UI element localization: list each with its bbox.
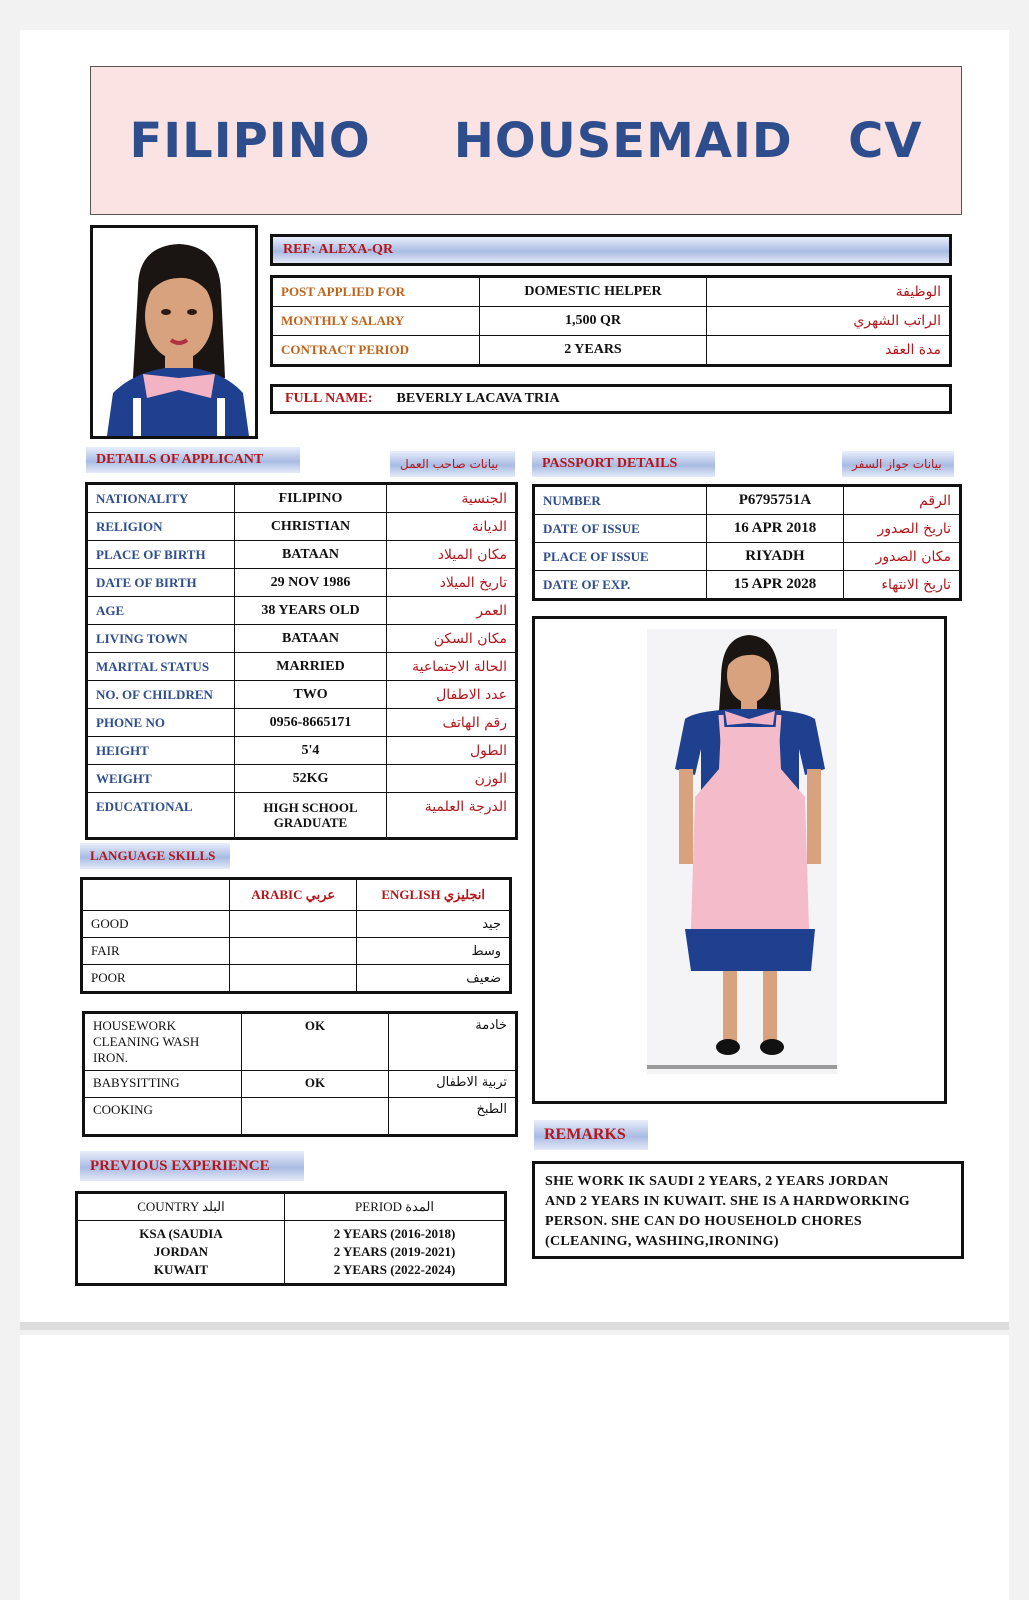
- passport-table: [532, 484, 962, 601]
- details-heading-arabic: [390, 451, 515, 477]
- detail-arabic: الطول: [387, 737, 517, 765]
- contract-arabic: مدة العقد: [707, 336, 951, 366]
- country-header: COUNTRY البلد: [77, 1193, 285, 1221]
- detail-value: HIGH SCHOOL GRADUATE: [235, 793, 387, 839]
- passport-value: RIYADH: [707, 543, 844, 571]
- passport-arabic: الرقم: [844, 486, 961, 515]
- table-row: [82, 879, 511, 911]
- detail-value: BATAAN: [235, 625, 387, 653]
- post-label: POST APPLIED FOR: [272, 277, 480, 307]
- ref-bar: [270, 234, 952, 266]
- period-header: PERIOD المدة: [285, 1193, 506, 1221]
- remarks-heading-text: REMARKS: [544, 1126, 626, 1143]
- details-heading-text: DETAILS OF APPLICANT: [96, 452, 264, 467]
- detail-value: 0956-8665171: [235, 709, 387, 737]
- period-item: 2 YEARS (2022-2024): [333, 1262, 456, 1277]
- passport-arabic: تاريخ الصدور: [844, 515, 961, 543]
- table-row: [87, 793, 517, 839]
- experience-heading: [80, 1151, 304, 1181]
- table-row: [82, 965, 511, 993]
- details-heading: [86, 447, 300, 473]
- language-table: [80, 877, 512, 994]
- passport-label: DATE OF EXP.: [534, 571, 707, 600]
- salary-label: MONTHLY SALARY: [272, 307, 480, 336]
- detail-label: WEIGHT: [87, 765, 235, 793]
- level-arabic: ضعيف: [357, 965, 511, 993]
- passport-label: NUMBER: [534, 486, 707, 515]
- remarks-line: (CLEANING, WASHING,IRONING): [545, 1234, 779, 1249]
- detail-label: MARITAL STATUS: [87, 653, 235, 681]
- detail-arabic: الجنسية: [387, 484, 517, 513]
- detail-label: PHONE NO: [87, 709, 235, 737]
- skill-arabic: الطبخ: [389, 1098, 517, 1136]
- detail-arabic: مكان السكن: [387, 625, 517, 653]
- full-name-value: BEVERLY LACAVA TRIA: [396, 391, 560, 406]
- detail-arabic: الوزن: [387, 765, 517, 793]
- level-label: POOR: [82, 965, 230, 993]
- detail-value: 38 YEARS OLD: [235, 597, 387, 625]
- level-arabic: جيد: [357, 911, 511, 938]
- level-label: GOOD: [82, 911, 230, 938]
- detail-value: 52KG: [235, 765, 387, 793]
- table-row: [534, 543, 961, 571]
- table-row: [87, 541, 517, 569]
- remarks-box: [532, 1161, 964, 1259]
- detail-label: HEIGHT: [87, 737, 235, 765]
- table-row: [84, 1013, 517, 1071]
- post-table: [270, 275, 952, 367]
- detail-label: NO. OF CHILDREN: [87, 681, 235, 709]
- language-blank-header: [82, 879, 230, 911]
- contract-label: CONTRACT PERIOD: [272, 336, 480, 366]
- arabic-good-cell: [230, 911, 357, 938]
- full-name-box: [270, 384, 952, 414]
- country-item: KUWAIT: [153, 1262, 209, 1277]
- passport-heading-arabic-text: بيانات جواز السفر: [852, 457, 942, 471]
- table-row: [84, 1071, 517, 1098]
- salary-value: 1,500 QR: [480, 307, 707, 336]
- detail-arabic: العمر: [387, 597, 517, 625]
- language-heading-text: LANGUAGE SKILLS: [90, 848, 216, 863]
- remarks-line: SHE WORK IK SAUDI 2 YEARS, 2 YEARS JORDAN: [545, 1174, 889, 1189]
- table-row: [77, 1193, 506, 1221]
- periods-cell: [285, 1221, 506, 1285]
- detail-value: BATAAN: [235, 541, 387, 569]
- table-row: [87, 653, 517, 681]
- level-arabic: وسط: [357, 938, 511, 965]
- salary-arabic: الراتب الشهري: [707, 307, 951, 336]
- level-label: FAIR: [82, 938, 230, 965]
- remarks-heading: [534, 1120, 648, 1150]
- post-row: [272, 277, 951, 307]
- passport-label: DATE OF ISSUE: [534, 515, 707, 543]
- detail-label: RELIGION: [87, 513, 235, 541]
- skill-arabic: خادمة: [389, 1013, 517, 1071]
- arabic-fair-cell: [230, 938, 357, 965]
- passport-value: 16 APR 2018: [707, 515, 844, 543]
- table-row: [84, 1098, 517, 1136]
- detail-value: TWO: [235, 681, 387, 709]
- country-item: KSA (SAUDIA: [139, 1226, 223, 1241]
- full-name-label: FULL NAME:: [285, 391, 373, 406]
- table-row: [87, 709, 517, 737]
- table-row: [534, 486, 961, 515]
- experience-table: [75, 1191, 507, 1286]
- passport-label: PLACE OF ISSUE: [534, 543, 707, 571]
- english-header: ENGLISH انجليزي: [357, 879, 511, 911]
- passport-heading-text: PASSPORT DETAILS: [542, 456, 678, 471]
- applicant-headshot: [90, 225, 258, 439]
- skill-label: HOUSEWORK CLEANING WASH IRON.: [84, 1013, 242, 1071]
- detail-label: LIVING TOWN: [87, 625, 235, 653]
- table-row: [87, 597, 517, 625]
- countries-cell: [77, 1221, 285, 1285]
- experience-heading-text: PREVIOUS EXPERIENCE: [90, 1157, 270, 1174]
- skill-value: [242, 1098, 389, 1136]
- table-row: [87, 681, 517, 709]
- skill-label: COOKING: [84, 1098, 242, 1136]
- remarks-line: AND 2 YEARS IN KUWAIT. SHE IS A HARDWORKING: [545, 1194, 910, 1209]
- detail-label: NATIONALITY: [87, 484, 235, 513]
- skill-value: OK: [242, 1071, 389, 1098]
- table-row: [87, 625, 517, 653]
- detail-arabic: مكان الميلاد: [387, 541, 517, 569]
- table-row: [77, 1221, 506, 1285]
- skill-arabic: تربية الاطفال: [389, 1071, 517, 1098]
- post-arabic: الوظيفة: [707, 277, 951, 307]
- post-value: DOMESTIC HELPER: [480, 277, 707, 307]
- remarks-line: PERSON. SHE CAN DO HOUSEHOLD CHORES: [545, 1214, 862, 1229]
- page-title: FILIPINO HOUSEMAID CV: [129, 112, 923, 169]
- next-page: [20, 1335, 1009, 1600]
- detail-label: PLACE OF BIRTH: [87, 541, 235, 569]
- table-row: [87, 484, 517, 513]
- contract-value: 2 YEARS: [480, 336, 707, 366]
- ref-code: REF: ALEXA-QR: [283, 242, 394, 257]
- applicant-full-body-photo: [532, 616, 947, 1104]
- arabic-poor-cell: [230, 965, 357, 993]
- skill-label: BABYSITTING: [84, 1071, 242, 1098]
- detail-arabic: رقم الهاتف: [387, 709, 517, 737]
- detail-arabic: الديانة: [387, 513, 517, 541]
- detail-label: EDUCATIONAL: [87, 793, 235, 839]
- detail-arabic: تاريخ الميلاد: [387, 569, 517, 597]
- detail-label: AGE: [87, 597, 235, 625]
- arabic-header: ARABIC عربي: [230, 879, 357, 911]
- details-heading-arabic-text: بيانات صاحب العمل: [400, 457, 499, 471]
- detail-value: 29 NOV 1986: [235, 569, 387, 597]
- table-row: [87, 513, 517, 541]
- passport-value: P6795751A: [707, 486, 844, 515]
- contract-row: [272, 336, 951, 366]
- passport-value: 15 APR 2028: [707, 571, 844, 600]
- table-row: [87, 737, 517, 765]
- title-banner: [90, 66, 962, 215]
- detail-arabic: عدد الاطفال: [387, 681, 517, 709]
- table-row: [534, 571, 961, 600]
- period-item: 2 YEARS (2019-2021): [333, 1244, 456, 1259]
- passport-heading: [532, 451, 715, 477]
- table-row: [82, 938, 511, 965]
- detail-value: FILIPINO: [235, 484, 387, 513]
- table-row: [87, 569, 517, 597]
- details-table: [85, 482, 518, 840]
- detail-value: MARRIED: [235, 653, 387, 681]
- passport-heading-arabic: [842, 451, 954, 477]
- table-row: [82, 911, 511, 938]
- detail-value: 5'4: [235, 737, 387, 765]
- detail-arabic: الدرجة العلمية: [387, 793, 517, 839]
- detail-value: CHRISTIAN: [235, 513, 387, 541]
- skill-value: OK: [242, 1013, 389, 1071]
- language-heading: [80, 843, 230, 869]
- salary-row: [272, 307, 951, 336]
- passport-arabic: تاريخ الانتهاء: [844, 571, 961, 600]
- period-item: 2 YEARS (2016-2018): [333, 1226, 456, 1241]
- country-item: JORDAN: [153, 1244, 209, 1259]
- skills-table: [82, 1011, 518, 1137]
- table-row: [534, 515, 961, 543]
- page-divider: [20, 1322, 1009, 1330]
- passport-arabic: مكان الصدور: [844, 543, 961, 571]
- detail-label: DATE OF BIRTH: [87, 569, 235, 597]
- detail-arabic: الحالة الاجتماعية: [387, 653, 517, 681]
- table-row: [87, 765, 517, 793]
